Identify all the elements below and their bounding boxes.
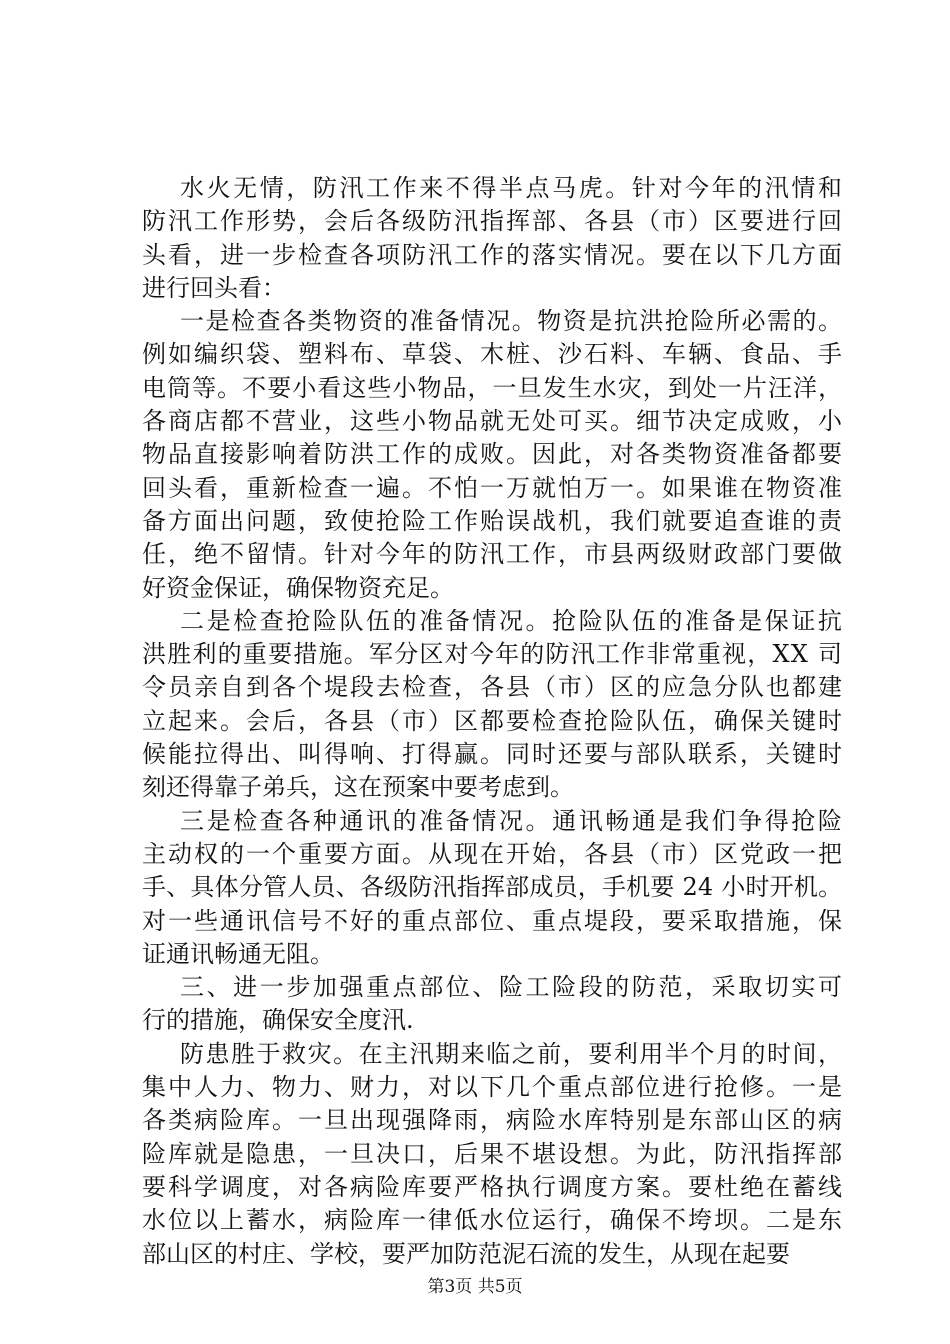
text-line: 令员亲自到各个堤段去检查，各县（市）区的应急分队也都建 [142, 673, 844, 702]
text-line: 各商店都不营业，这些小物品就无处可买。细节决定成败，小 [142, 407, 844, 436]
text-line: 各类病险库。一旦出现强降雨，病险水库特别是东部山区的病 [142, 1106, 844, 1135]
text-line: 要科学调度，对各病险库要严格执行调度方案。要杜绝在蓄线 [142, 1172, 844, 1201]
text-line: 候能拉得出、叫得响、打得赢。同时还要与部队联系，关键时 [142, 740, 844, 769]
page-footer: 第3页 共5页 [427, 1277, 523, 1297]
text-line: 洪胜利的重要措施。军分区对今年的防汛工作非常重视，XX 司 [142, 640, 844, 669]
text-line: 备方面出问题，致使抢险工作贻误战机，我们就要追查谁的责 [142, 506, 844, 535]
text-line: 一是检查各类物资的准备情况。物资是抗洪抢险所必需的。 [180, 307, 844, 336]
text-line: 回头看，重新检查一遍。不怕一万就怕万一。如果谁在物资准 [142, 473, 844, 502]
text-line: 例如编织袋、塑料布、草袋、木桩、沙石料、车辆、食品、手 [142, 340, 844, 369]
text-line: 行的措施，确保安全度汛. [142, 1006, 414, 1035]
text-line: 立起来。会后，各县（市）区都要检查抢险队伍，确保关键时 [142, 706, 844, 735]
text-line: 证通讯畅通无阻。 [142, 939, 334, 968]
text-line: 主动权的一个重要方面。从现在开始，各县（市）区党政一把 [142, 839, 844, 868]
text-line: 好资金保证，确保物资充足。 [142, 573, 454, 602]
text-line: 防患胜于救灾。在主汛期来临之前，要利用半个月的时间， [180, 1039, 844, 1068]
text-line: 物品直接影响着防洪工作的成败。因此，对各类物资准备都要 [142, 440, 844, 469]
text-line: 险库就是隐患，一旦决口，后果不堪设想。为此，防汛指挥部 [142, 1139, 844, 1168]
text-line: 头看，进一步检查各项防汛工作的落实情况。要在以下几方面 [142, 240, 844, 269]
text-line: 进行回头看： [142, 273, 286, 302]
text-line: 刻还得靠子弟兵，这在预案中要考虑到。 [142, 773, 574, 802]
text-line: 任，绝不留情。针对今年的防汛工作，市县两级财政部门要做 [142, 540, 844, 569]
text-line: 集中人力、物力、财力，对以下几个重点部位进行抢修。一是 [142, 1073, 844, 1102]
text-line: 水位以上蓄水，病险库一律低水位运行，确保不垮坝。二是东 [142, 1206, 844, 1235]
text-line: 对一些通讯信号不好的重点部位、重点堤段，要采取措施，保 [142, 906, 844, 935]
text-line: 三、进一步加强重点部位、险工险段的防范，采取切实可 [180, 973, 845, 1002]
text-line: 手、具体分管人员、各级防汛指挥部成员，手机要 24 小时开机。 [142, 873, 843, 902]
text-line: 二是检查抢险队伍的准备情况。抢险队伍的准备是保证抗 [180, 606, 845, 635]
text-line: 三是检查各种通讯的准备情况。通讯畅通是我们争得抢险 [180, 806, 845, 835]
text-line: 水火无情，防汛工作来不得半点马虎。针对今年的汛情和 [180, 174, 845, 202]
document-body [142, 172, 845, 1271]
text-line: 部山区的村庄、学校，要严加防范泥石流的发生，从现在起要 [142, 1239, 790, 1268]
text-line: 防汛工作形势，会后各级防汛指挥部、各县（市）区要进行回 [142, 207, 844, 236]
text-line: 电筒等。不要小看这些小物品，一旦发生水灾，到处一片汪洋， [142, 373, 844, 402]
